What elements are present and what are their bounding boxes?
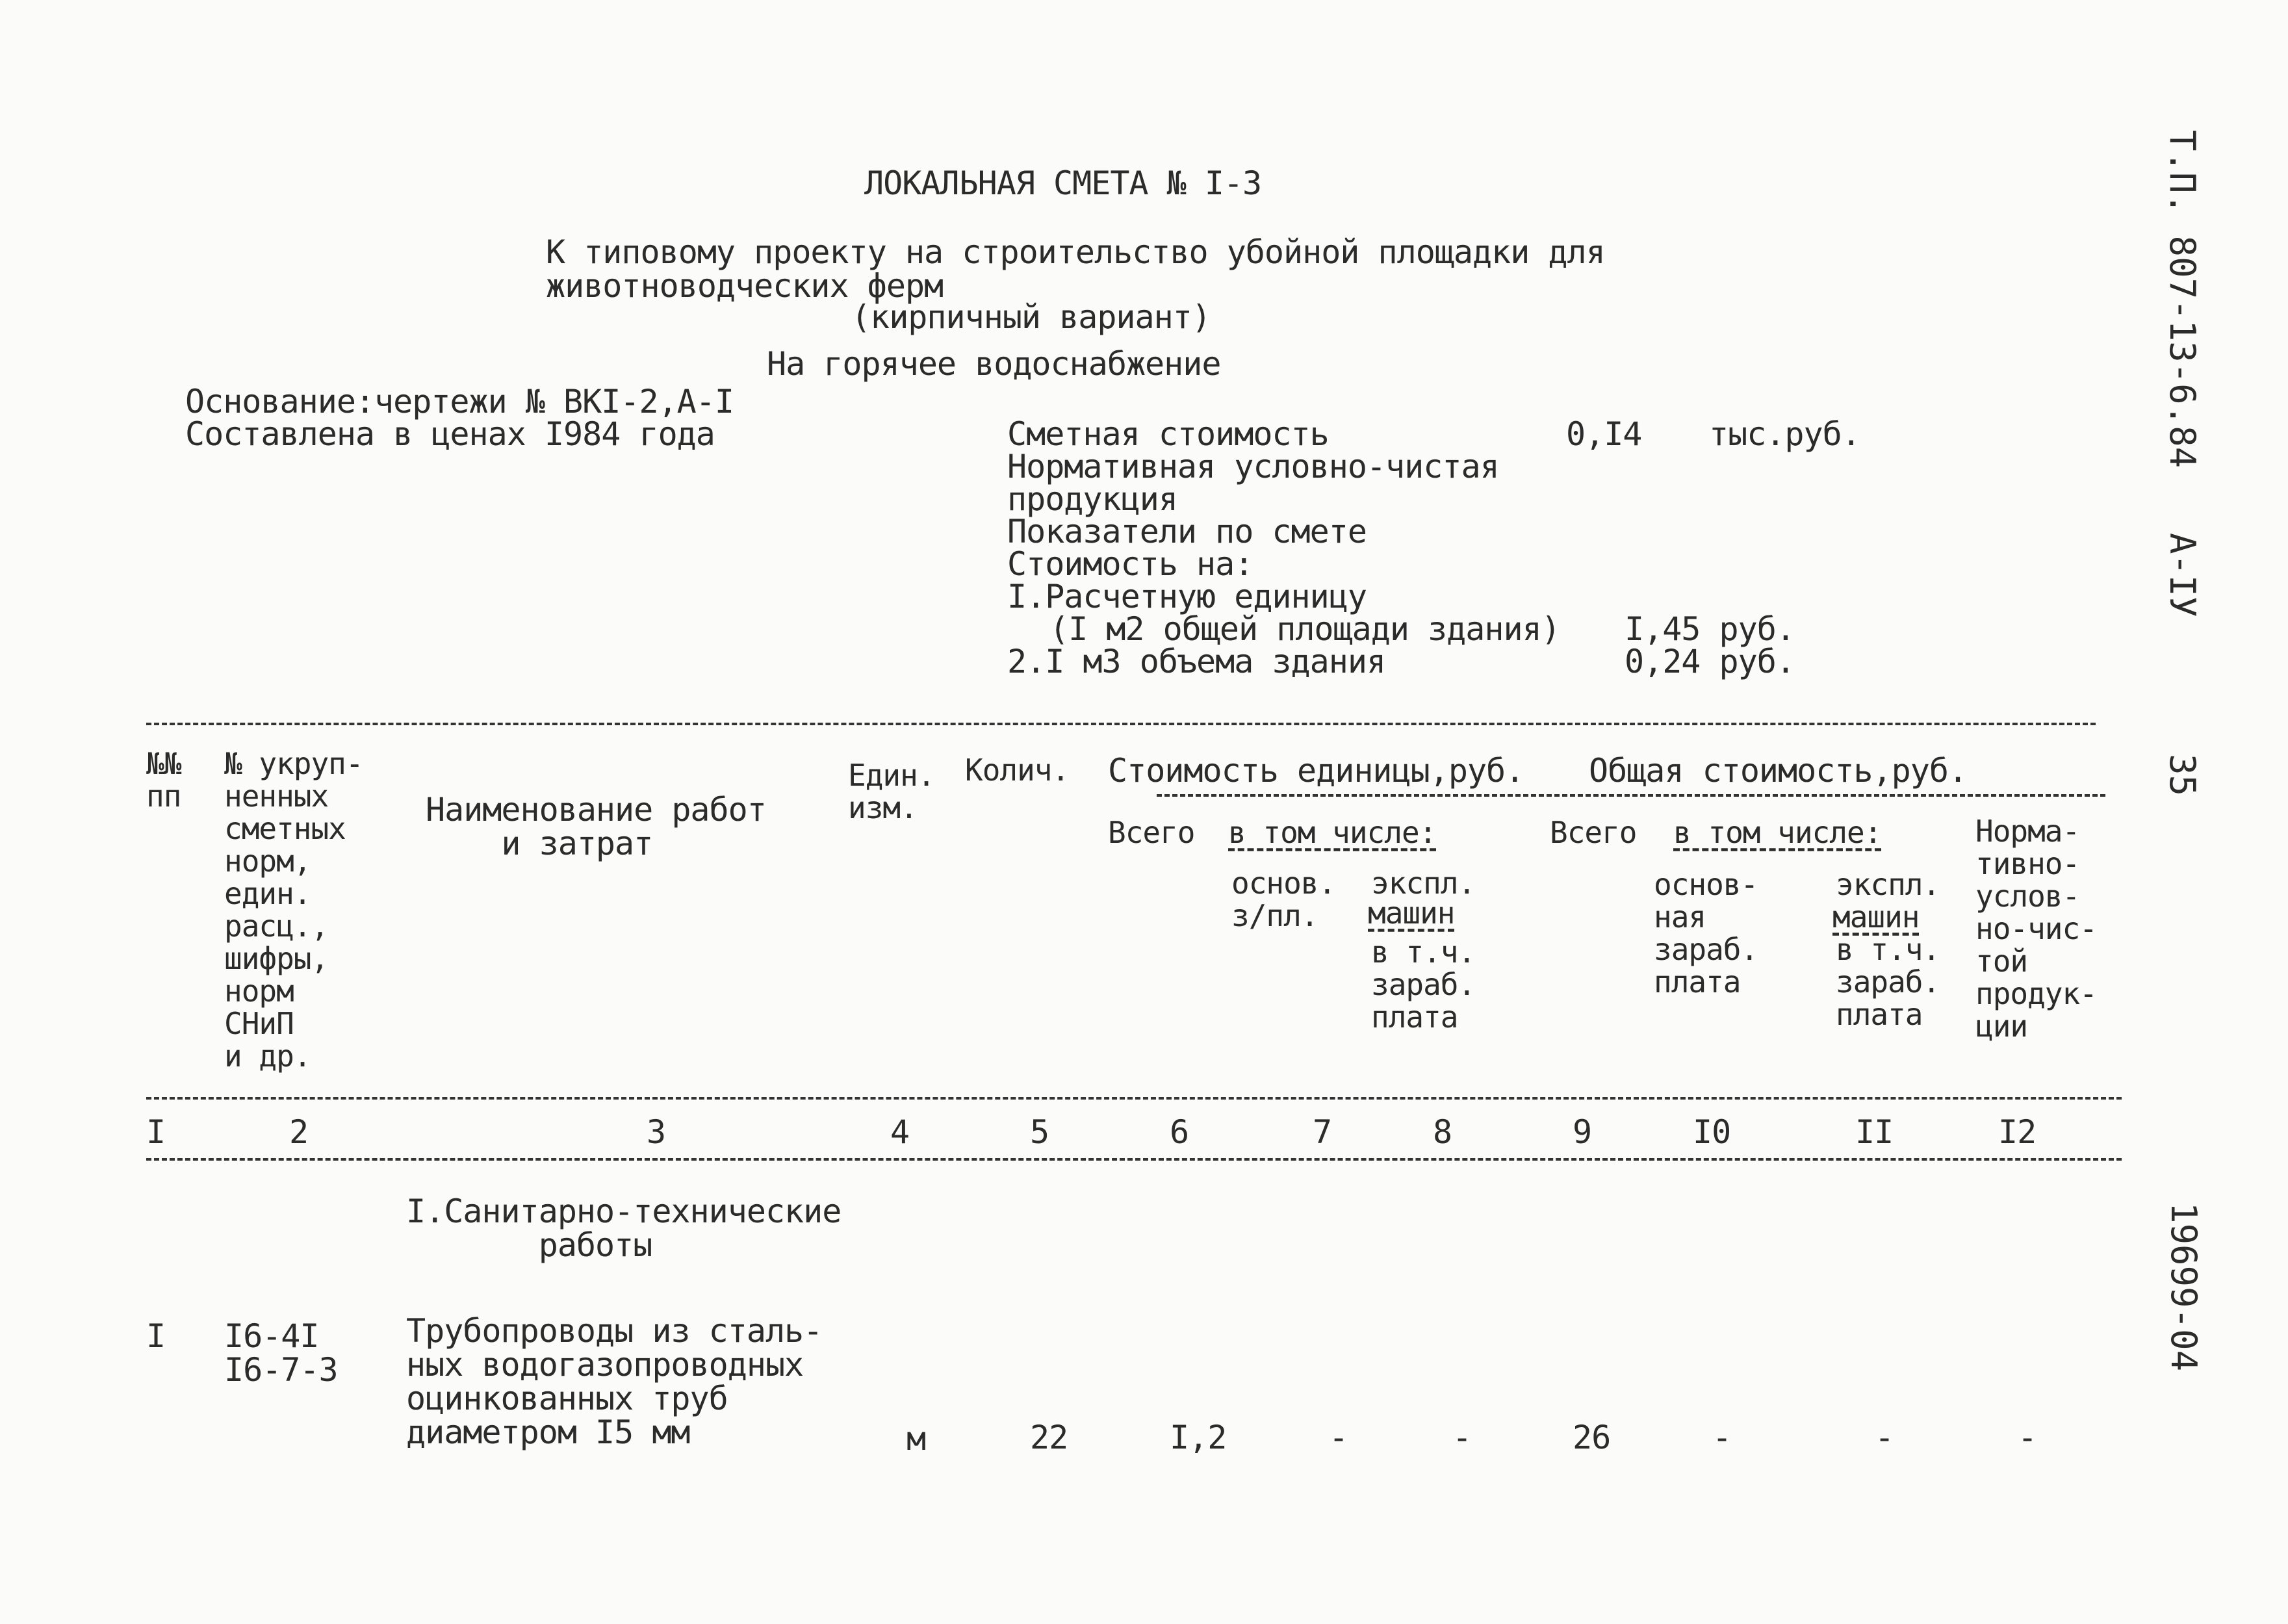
- unit1-value: I,45 руб.: [1625, 610, 1795, 648]
- estimated-cost-unit: тыс.руб.: [1709, 415, 1860, 453]
- margin-page-number: 35: [2162, 754, 2203, 797]
- header-col7: основ. з/пл.: [1231, 866, 1336, 933]
- header-col6: Всего: [1108, 815, 1195, 850]
- subtitle-line-1: К типовому проекту на строительство убойной площадки для: [546, 233, 1605, 271]
- column-number-9: 9: [1573, 1113, 1592, 1151]
- column-number-2: 2: [289, 1113, 309, 1151]
- row-total-cost: 26: [1573, 1419, 1611, 1456]
- subtitle-line-4: На горячее водоснабжение: [767, 345, 1221, 383]
- section-heading: I.Санитарно-технические работы: [406, 1192, 842, 1264]
- cost-for-label: Стоимость на:: [1007, 545, 1253, 583]
- header-unit-cost: Стоимость единицы,руб.: [1108, 752, 1524, 790]
- normative-line-1: Нормативная условно-чистая: [1007, 448, 1499, 485]
- header-col8-c: в т.ч. зараб. плата: [1371, 934, 1476, 1035]
- column-number-5: 5: [1030, 1113, 1049, 1151]
- subtitle-line-2: животноводческих ферм: [546, 267, 944, 305]
- margin-doc-code: Т.П. 807-13-6.84: [2162, 130, 2203, 469]
- estimated-cost-value: 0,I4: [1566, 415, 1642, 453]
- header-top-rule: [146, 723, 2096, 725]
- header-col11-b: машин: [1832, 899, 1920, 934]
- indicators-label: Показатели по смете: [1007, 513, 1367, 550]
- unit1-line-2: (I м2 общей площади здания): [1049, 610, 1560, 648]
- row-work-name: Трубопроводы из сталь- ных водогазопроводных оцинкованных труб диаметром I5 мм: [406, 1312, 823, 1451]
- estimated-cost-label: Сметная стоимость: [1007, 415, 1329, 453]
- column-number-4: 4: [890, 1113, 910, 1151]
- row-norm-codes: I6-4I I6-7-3: [224, 1317, 338, 1389]
- row-unit-cost-total: I,2: [1170, 1419, 1227, 1456]
- header-col12: Норма- тивно- услов- но-чис- той продук- ции: [1975, 814, 2097, 1044]
- column-number-11: II: [1855, 1113, 1894, 1151]
- header-col4: Един. изм.: [848, 758, 935, 825]
- normative-line-2: продукция: [1007, 480, 1177, 518]
- header-col1: №№ пп: [146, 746, 181, 814]
- header-col6-incl: в том числе:: [1228, 815, 1437, 850]
- row-quantity: 22: [1030, 1419, 1068, 1456]
- header-col8-a: экспл.: [1371, 866, 1476, 901]
- unit1-line-1: I.Расчетную единицу: [1007, 578, 1367, 615]
- header-col9: Всего: [1550, 815, 1637, 850]
- header-col8-b: машин: [1368, 896, 1455, 931]
- prices-year-text: Составлена в ценах I984 года: [185, 415, 715, 453]
- header-col11-a: экспл.: [1836, 867, 1940, 902]
- column-number-12: I2: [1998, 1113, 2037, 1151]
- header-col9-incl: в том числе:: [1673, 815, 1882, 850]
- margin-inventory-number: 19699-04: [2163, 1202, 2204, 1372]
- row-number: I: [146, 1317, 166, 1355]
- row-total-normative: -: [2018, 1419, 2037, 1456]
- header-col3: Наименование работ и затрат: [426, 791, 766, 862]
- unit2-value: 0,24 руб.: [1625, 643, 1795, 680]
- column-number-1: I: [146, 1113, 166, 1151]
- unit2-line: 2.I м3 объема здания: [1007, 643, 1386, 680]
- header-col2: № укруп- ненных сметных норм, един. расц., шифры, норм СНиП и др.: [224, 746, 363, 1074]
- header-col11-c: в т.ч. зараб. плата: [1836, 932, 1940, 1032]
- basis-text: Основание:чертежи № ВКI-2,А-I: [185, 383, 734, 420]
- header-col5: Колич.: [965, 753, 1070, 788]
- column-numbers-rule: [146, 1158, 2122, 1161]
- subtitle-line-3: (кирпичный вариант): [851, 298, 1211, 336]
- row-unit-cost-machines: -: [1452, 1419, 1472, 1456]
- row-total-wage: -: [1712, 1419, 1732, 1456]
- header-bottom-rule: [146, 1097, 2122, 1100]
- header-col10: основ- ная зараб. плата: [1654, 867, 1758, 999]
- header-cost-rule: [1157, 794, 2105, 797]
- header-total-cost: Общая стоимость,руб.: [1589, 752, 1968, 790]
- row-total-machines: -: [1875, 1419, 1894, 1456]
- column-number-3: 3: [647, 1113, 666, 1151]
- column-number-7: 7: [1313, 1113, 1332, 1151]
- column-number-8: 8: [1433, 1113, 1452, 1151]
- document-title: ЛОКАЛЬНАЯ СМЕТА № I-3: [864, 164, 1262, 202]
- row-unit: м: [906, 1420, 926, 1458]
- column-number-10: I0: [1693, 1113, 1731, 1151]
- column-number-6: 6: [1170, 1113, 1189, 1151]
- margin-album: А-IУ: [2162, 533, 2203, 618]
- row-unit-cost-wage: -: [1329, 1419, 1348, 1456]
